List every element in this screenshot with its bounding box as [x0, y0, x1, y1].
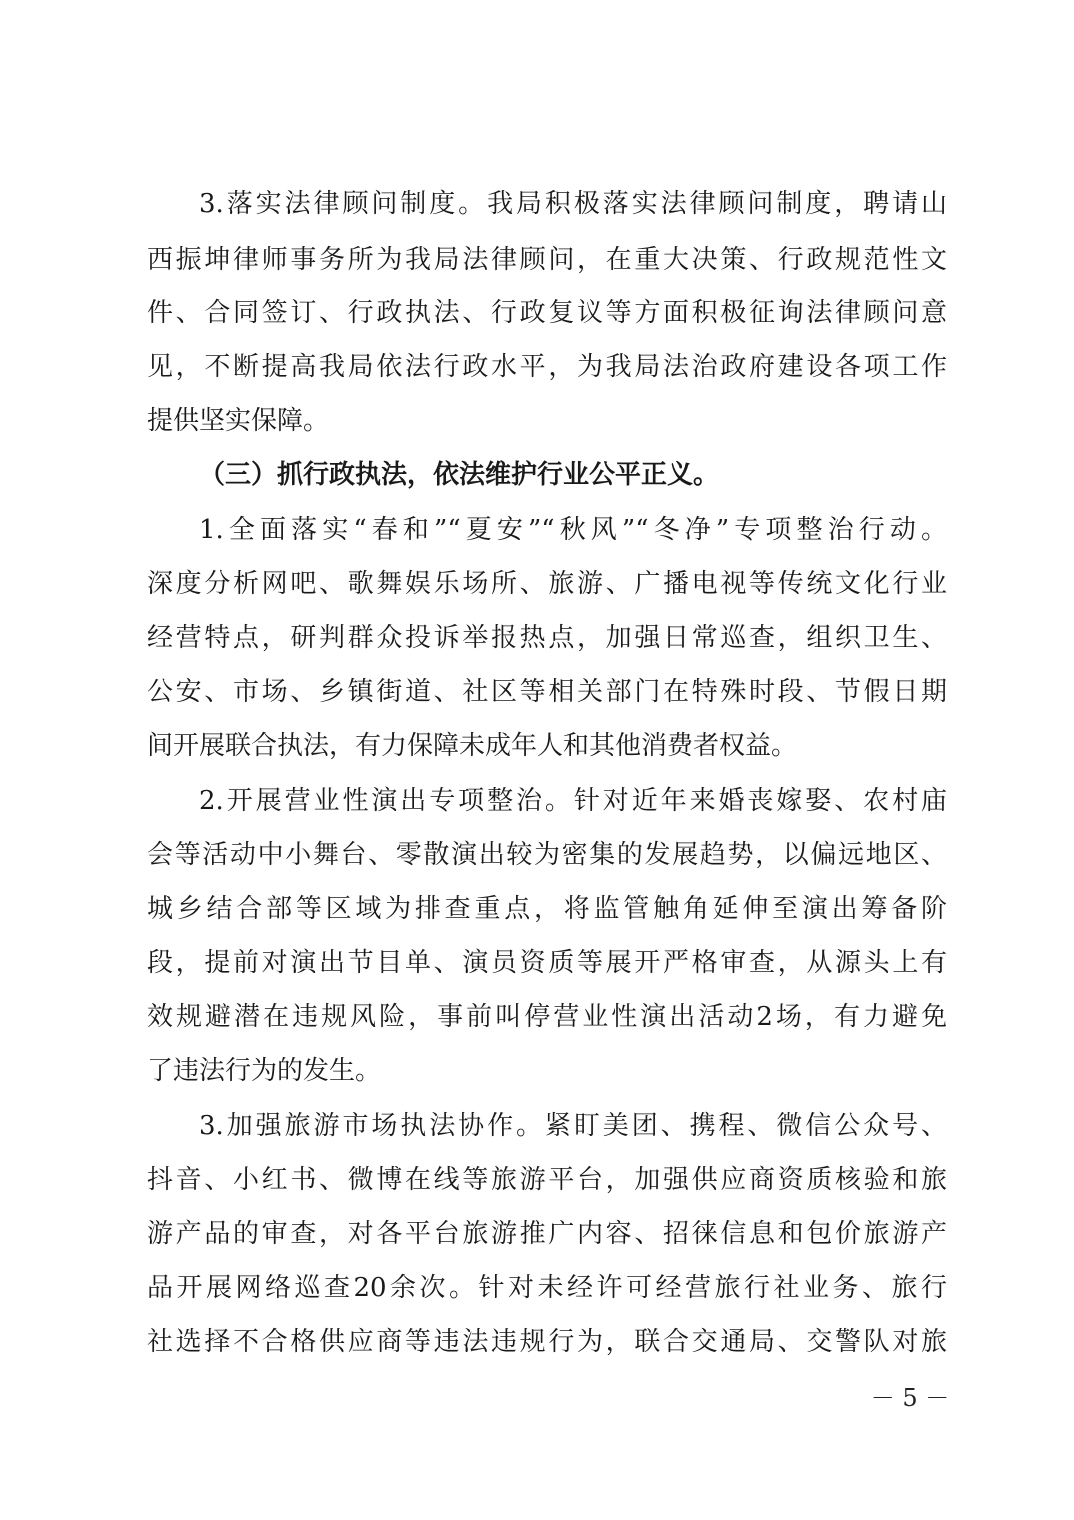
paragraph-line: 深度分析网吧、歌舞娱乐场所、旅游、广播电视等传统文化行业: [147, 569, 947, 599]
paragraph-line: 西振坤律师事务所为我局法律顾问，在重大决策、行政规范性文: [147, 245, 947, 275]
paragraph-line: 经营特点，研判群众投诉举报热点，加强日常巡查，组织卫生、: [147, 623, 947, 653]
paragraph-line: 社选择不合格供应商等违法违规行为，联合交通局、交警队对旅: [147, 1327, 947, 1357]
paragraph-line: 公安、市场、乡镇街道、社区等相关部门在特殊时段、节假日期: [147, 677, 947, 707]
paragraph-line: 品开展网络巡查20余次。针对未经许可经营旅行社业务、旅行: [147, 1273, 947, 1303]
paragraph-line: 件、合同签订、行政执法、行政复议等方面积极征询法律顾问意: [147, 298, 947, 328]
paragraph-line: 会等活动中小舞台、零散演出较为密集的发展趋势，以偏远地区、: [147, 840, 947, 870]
paragraph-line: 抖音、小红书、微博在线等旅游平台，加强供应商资质核验和旅: [147, 1165, 947, 1195]
paragraph-line: 提供坚实保障。: [147, 406, 330, 436]
page-number: － 5 －: [870, 1384, 950, 1412]
paragraph-line: 效规避潜在违规风险，事前叫停营业性演出活动2场，有力避免: [147, 1002, 947, 1032]
paragraph-line: 3.加强旅游市场执法协作。紧盯美团、携程、微信公众号、: [199, 1111, 947, 1141]
paragraph-line: 城乡结合部等区域为排查重点，将监管触角延伸至演出筹备阶: [147, 894, 947, 924]
paragraph-line: 了违法行为的发生。: [147, 1056, 382, 1086]
paragraph-line: 见，不断提高我局依法行政水平，为我局法治政府建设各项工作: [147, 352, 947, 382]
paragraph-line: 1.全面落实“春和”“夏安”“秋风”“冬净”专项整治行动。: [199, 515, 947, 545]
paragraph-line: 间开展联合执法，有力保障未成年人和其他消费者权益。: [147, 731, 798, 761]
paragraph-line: 2.开展营业性演出专项整治。针对近年来婚丧嫁娶、农村庙: [199, 786, 947, 816]
paragraph-line: 段，提前对演出节目单、演员资质等展开严格审查，从源头上有: [147, 948, 947, 978]
paragraph-line: 3.落实法律顾问制度。我局积极落实法律顾问制度，聘请山: [199, 189, 947, 219]
paragraph-line: 游产品的审查，对各平台旅游推广内容、招徕信息和包价旅游产: [147, 1219, 947, 1249]
section-heading: （三）抓行政执法，依法维护行业公平正义。: [199, 460, 720, 490]
